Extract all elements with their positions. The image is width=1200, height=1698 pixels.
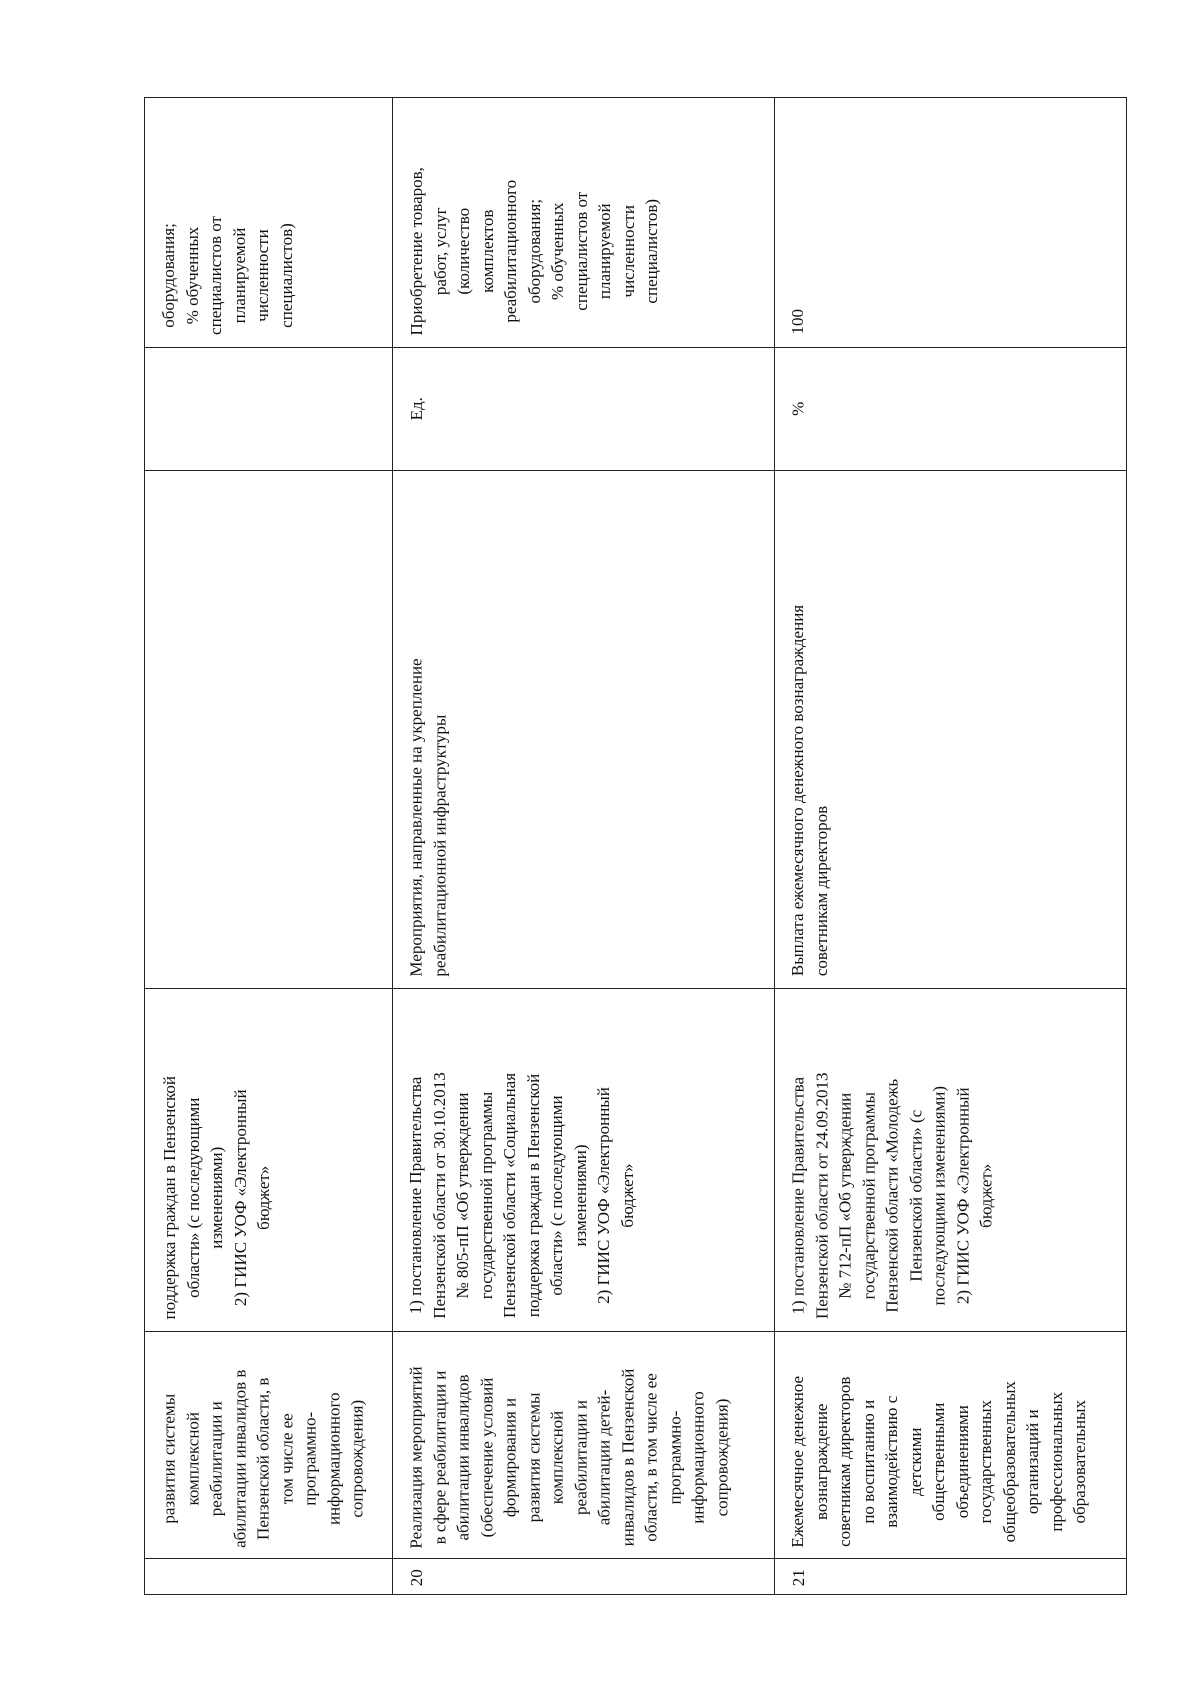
cell-line: численности xyxy=(252,229,272,322)
cell-line: Пензенской области от 24.09.2013 xyxy=(811,1071,831,1319)
cell-line: реабилитационного xyxy=(500,179,520,323)
table-cell-description xyxy=(392,470,774,988)
cell-line: абилитации инвалидов xyxy=(453,1373,473,1541)
cell-line: комплексной xyxy=(547,1410,567,1504)
cell-line: реабилитации и xyxy=(570,1399,590,1515)
cell-line: работ, услуг xyxy=(429,206,449,295)
cell-line: 2) ГИИС УОФ «Электронный xyxy=(229,1088,249,1306)
cell-line: взаимодействию с xyxy=(882,1395,902,1528)
table-cell-name xyxy=(145,1331,392,1558)
cell-line: абилитации инвалидов в xyxy=(229,1369,249,1548)
cell-line: области» (с последующими xyxy=(546,1095,566,1296)
cell-line: последующими изменениями) xyxy=(929,1085,949,1306)
cell-line: бюджет» xyxy=(617,1163,637,1228)
cell-line: 20 xyxy=(406,1568,426,1586)
cell-line: (количество xyxy=(453,207,473,295)
cell-text xyxy=(157,1370,369,1548)
cell-line: организаций и xyxy=(1023,1409,1043,1515)
table-cell-result xyxy=(774,98,1128,347)
cell-line: Реализация мероприятий xyxy=(406,1365,426,1549)
cell-line: Пензенской области «Социальная xyxy=(499,1072,519,1319)
cell-line: развития системы xyxy=(523,1392,543,1522)
cell-line: оборудования; xyxy=(523,198,543,304)
cell-line: в сфере реабилитации и xyxy=(429,1370,449,1544)
cell-line: поддержка граждан в Пензенской xyxy=(523,1073,543,1318)
cell-line: % xyxy=(788,401,808,416)
cell-line: реабилитации и xyxy=(206,1401,226,1517)
cell-line: специалистов) xyxy=(276,223,296,328)
cell-line: специалистов от xyxy=(570,191,590,311)
cell-line: изменениями) xyxy=(570,1144,590,1247)
cell-line: советникам директоров xyxy=(835,1376,855,1547)
cell-text xyxy=(404,1072,639,1319)
cell-text xyxy=(786,1376,1092,1548)
cell-line: № 805-пП «Об утверждении xyxy=(452,1092,472,1299)
cell-line: бюджет» xyxy=(253,1165,273,1230)
cell-line: % обученных xyxy=(547,201,567,300)
cell-text xyxy=(404,658,451,976)
cell-line: Пензенской области» (с xyxy=(905,1109,925,1282)
cell-text xyxy=(404,1366,733,1548)
cell-line: оборудования; xyxy=(158,223,178,328)
cell-line: инвалидов в Пензенской xyxy=(617,1368,637,1546)
cell-line: объединениями xyxy=(952,1405,972,1519)
cell-text xyxy=(404,167,663,335)
cell-line: Ежемесячное денежное xyxy=(788,1375,808,1548)
cell-line: информационного xyxy=(688,1390,708,1524)
cell-line: комплектов xyxy=(476,209,496,293)
cell-line: абилитации детей- xyxy=(594,1389,614,1525)
cell-line: профессиональных xyxy=(1046,1391,1066,1532)
table-cell-name xyxy=(392,1331,774,1558)
cell-line: детскими xyxy=(905,1427,925,1497)
cell-line: % обученных xyxy=(182,226,202,325)
cell-line: поддержка граждан в Пензенской xyxy=(159,1075,179,1319)
cell-text xyxy=(157,216,298,335)
cell-line: 21 xyxy=(788,1568,808,1586)
table-cell-basis xyxy=(392,988,774,1331)
cell-line: 2) ГИИС УОФ «Электронный xyxy=(952,1086,972,1304)
cell-line: Пензенской области, в xyxy=(253,1377,273,1540)
cell-line: формирования и xyxy=(500,1397,520,1517)
cell-line: 100 xyxy=(788,309,807,335)
cell-line: государственных xyxy=(976,1400,996,1524)
cell-line: специалистов от xyxy=(205,216,225,335)
table-cell-unit xyxy=(774,347,1128,470)
cell-line: общественными xyxy=(929,1402,949,1521)
cell-line: № 712-пП «Об утверждении xyxy=(835,1092,855,1299)
cell-line: развития системы xyxy=(159,1393,179,1524)
cell-text xyxy=(786,1072,998,1319)
cell-line: программно- xyxy=(664,1410,684,1504)
cell-line: Ед. xyxy=(406,396,426,420)
cell-line: вознаграждение xyxy=(811,1403,831,1520)
table-cell-unit xyxy=(392,347,774,470)
cell-line: государственной программы xyxy=(476,1091,496,1300)
cell-line: Выплата ежемесячного денежного вознаграждения xyxy=(788,604,808,977)
cell-line: сопровождения) xyxy=(711,1398,731,1516)
table-cell-num xyxy=(774,1558,1128,1596)
cell-line: специалистов) xyxy=(641,198,661,304)
table-cell-basis xyxy=(774,988,1128,1331)
cell-line: области, в том числе ее xyxy=(641,1372,661,1542)
table-cell-basis xyxy=(145,988,392,1331)
cell-text xyxy=(786,605,833,976)
data-table xyxy=(144,97,1127,1595)
cell-line: Мероприятия, направленные на укрепление xyxy=(406,657,426,977)
table-cell-result xyxy=(145,98,392,347)
cell-line: сопровождения) xyxy=(347,1399,367,1518)
cell-line: общеобразовательных xyxy=(999,1381,1019,1543)
cell-line: том числе ее xyxy=(276,1413,296,1505)
cell-text xyxy=(404,397,428,420)
cell-line: области» (с последующими xyxy=(182,1097,202,1298)
cell-line: комплексной xyxy=(182,1411,202,1506)
cell-text xyxy=(786,309,810,335)
cell-text xyxy=(404,1569,428,1586)
cell-line: информационного xyxy=(323,1392,343,1526)
cell-line: бюджет» xyxy=(976,1163,996,1228)
table-cell-num xyxy=(392,1558,774,1596)
table-cell-result xyxy=(392,98,774,347)
cell-line: 1) постановление Правительства xyxy=(788,1076,808,1315)
cell-line: (обеспечение условий xyxy=(476,1377,496,1537)
cell-text xyxy=(157,1076,275,1319)
cell-line: советникам директоров xyxy=(811,805,831,977)
cell-line: планируемой xyxy=(229,227,249,324)
table-cell-name xyxy=(774,1331,1128,1558)
cell-line: по воспитанию и xyxy=(858,1399,878,1524)
cell-line: планируемой xyxy=(594,202,614,299)
cell-line: 2) ГИИС УОФ «Электронный xyxy=(593,1087,613,1304)
cell-text xyxy=(786,1569,810,1586)
cell-text xyxy=(786,401,810,415)
cell-line: Пензенской области «Молодежь xyxy=(882,1078,902,1313)
cell-line: 1) постановление Правительства xyxy=(405,1076,425,1315)
cell-line: программно- xyxy=(300,1411,320,1506)
cell-line: государственной программы xyxy=(858,1091,878,1299)
cell-line: изменениями) xyxy=(206,1146,226,1249)
cell-line: численности xyxy=(617,204,637,297)
cell-line: образовательных xyxy=(1070,1400,1090,1524)
cell-line: реабилитационной инфраструктуры xyxy=(429,714,449,977)
table-cell-description xyxy=(774,470,1128,988)
cell-line: Пензенской области от 30.10.2013 xyxy=(429,1072,449,1319)
cell-line: Приобретение товаров, xyxy=(406,166,426,335)
